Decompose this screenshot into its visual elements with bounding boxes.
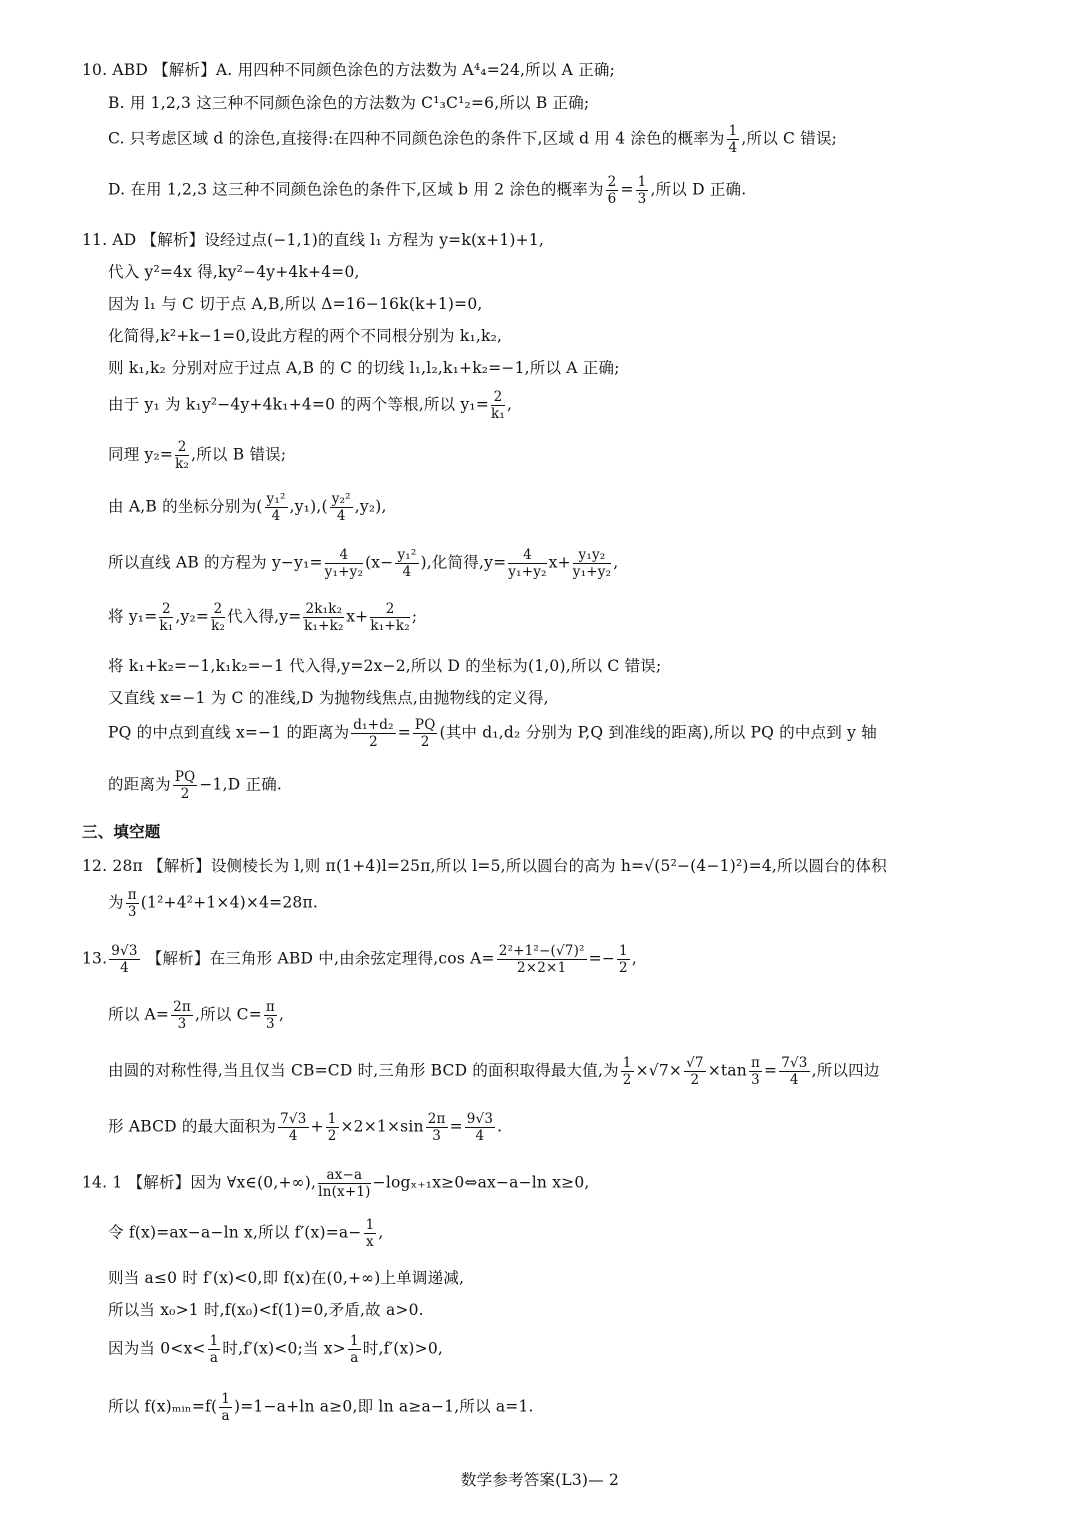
fraction: $\frac{2}{6}$ [607,174,617,208]
q10-text: ,所以 C 错误; [741,129,838,148]
fraction: $\frac{\text{2k₁k₂}}{\text{k₁+k₂}}$ [304,601,344,635]
q12-line-2 [108,888,1080,919]
q11-line-12 [108,686,1080,708]
q11-text: ,y₂), [354,497,387,516]
q11-text: ,y₂= [175,607,210,626]
fraction: $\frac{\pi}{3}$ [750,1055,761,1089]
q14-text: 14. 1 【解析】因为 ∀x∈(0,+∞), [82,1173,317,1192]
fraction: $\frac{1}{a}$ [221,1391,230,1425]
q11-line-10 [108,602,1080,633]
q11-text: 又直线 x=−1 为 C 的准线,D 为抛物线焦点,由抛物线的定义得, [108,689,549,707]
q11-text: PQ 的中点到直线 x=−1 的距离为 [108,723,350,742]
q14-text: 时,f′(x)<0;当 x> [222,1339,346,1358]
q11-text: 代入 y²=4x 得,ky²−4y+4k+4=0, [108,263,360,281]
fraction: $\frac{2}{\text{k₁}}$ [491,389,506,423]
q11-text: ,y₁),( [289,497,328,516]
q11-text: 因为 l₁ 与 C 切于点 A,B,所以 Δ=16−16k(k+1)=0, [108,295,483,313]
fraction: $\frac{ax-a}{\ln(x+1)}$ [318,1167,371,1201]
fraction: $\frac{2\pi}{3}$ [173,999,191,1033]
q11-line-13 [108,718,1080,749]
q10-text: = [620,180,634,199]
fraction: $\frac{1}{a}$ [349,1333,359,1367]
fraction: $\frac{\pi}{3}$ [127,887,137,921]
q13-line-1 [82,944,1080,975]
page-footer: 数学参考答案(L3)— 2 [460,1471,620,1489]
q11-text: , [613,553,619,572]
fraction: $\frac{1}{2}$ [327,1111,337,1145]
q14-line-5 [108,1334,1080,1365]
q11-line-11 [108,654,1080,676]
q11-line-4 [108,324,1080,346]
q13-text: =− [588,949,616,968]
fraction: $\frac{1}{4}$ [728,123,738,157]
q14-text: )=1−a+ln a≥0,即 ln a≥a−1,所以 a=1. [234,1397,534,1416]
fraction: $\frac{\text{2²+1²−(√7)²}}{2\times 2\times 1}$ [498,943,585,977]
q13-text: ,所以 C= [194,1005,262,1024]
q11-text: −1,D 正确. [199,775,283,794]
q14-line-3 [108,1266,1080,1288]
q11-text: ,所以 B 错误; [191,445,287,464]
q11-text: 的距离为 [108,775,171,794]
q14-text: 因为当 0<x< [108,1339,206,1358]
q12-text: 12. 28π 【解析】设侧棱长为 l,则 π(1+4)l=25π,所以 l=5,所以圆台的高为 h=√(5²−(4−1)²)=4,所以圆台的体积 [82,857,887,875]
q10-line-3 [108,124,1080,155]
q11-text: , [507,395,513,414]
q13-text: 所以 A= [108,1005,170,1024]
q11-line-7 [108,440,1080,471]
fraction: $\frac{9√3}{4}$ [466,1111,494,1145]
q14-line-4 [108,1298,1080,1320]
q11-text: (x− [365,553,394,572]
q11-text: 将 k₁+k₂=−1,k₁k₂=−1 代入得,y=2x−2,所以 D 的坐标为(1,0),所以 C 错误; [108,657,662,675]
q12-text: 为 [108,893,124,912]
q11-line-1 [82,228,1080,250]
q11-text: 所以直线 AB 的方程为 y−y₁= [108,553,323,572]
q10-line-2 [108,91,1080,113]
q10-text: ,所以 D 正确. [650,180,747,199]
fraction: $\frac{4}{\text{y₁+y₂}}$ [324,547,364,581]
fraction: $\frac{1}{3}$ [637,174,647,208]
q14-text: 所以当 x₀>1 时,f(x₀)<f(1)=0,矛盾,故 a>0. [108,1301,424,1319]
fraction: $\frac{\text{y₂²}}{4}$ [331,491,351,525]
q11-text: 由 A,B 的坐标分别为( [108,497,263,516]
q14-line-2 [108,1218,1080,1249]
q13-line-2 [108,1000,1080,1031]
q11-text: (其中 d₁,d₂ 分别为 P,Q 到准线的距离),所以 PQ 的中点到 y 轴 [439,723,877,742]
q11-text: 则 k₁,k₂ 分别对应于过点 A,B 的 C 的切线 l₁,l₂,k₁+k₂=−1,所以 A 正确; [108,359,620,377]
fraction: $\frac{PQ}{2}$ [174,769,196,803]
q11-text: x+ [346,607,369,626]
q10-line-1 [82,58,1080,80]
q14-text: −logₓ₊₁x≥0⇔ax−a−ln x≥0, [372,1173,590,1192]
fraction: $\frac{7√3}{4}$ [781,1055,808,1089]
q13-text: . [497,1117,503,1136]
q10-text: 10. ABD 【解析】A. 用四种不同颜色涂色的方法数为 A⁴₄=24,所以 A 正确; [82,61,616,79]
q14-text: 所以 f(x)ₘᵢₙ=f( [108,1397,218,1416]
q13-text: 13. [82,949,108,968]
q11-text: ),化简得,y= [420,553,507,572]
q11-text: 由于 y₁ 为 k₁y²−4y+4k₁+4=0 的两个等根,所以 y₁= [108,395,490,414]
section-heading: 三、填空题 [82,822,161,841]
q13-text: 【解析】在三角形 ABD 中,由余弦定理得,cos A= [141,949,495,968]
q13-text: , [278,1005,285,1024]
q13-line-4 [108,1112,1080,1143]
q11-line-6 [108,390,1080,421]
q11-text: 将 y₁= [108,607,158,626]
q14-text: 时,f′(x)>0, [362,1339,444,1358]
fraction: $\frac{PQ}{2}$ [414,717,436,751]
q14-line-1 [82,1168,1080,1199]
fraction: $\frac{1}{2}$ [622,1055,632,1089]
q13-text: ×√7× [635,1061,683,1080]
q14-text: 则当 a≤0 时 f′(x)<0,即 f(x)在(0,+∞)上单调递减, [108,1269,465,1287]
fraction: $\frac{2\pi}{3}$ [427,1111,446,1145]
fraction: $\frac{2}{\text{k₁}}$ [159,601,174,635]
q13-text: = [764,1061,778,1080]
q11-line-14 [108,770,1080,801]
q14-line-6 [108,1392,1080,1423]
fraction: $\frac{\text{y₁²}}{4}$ [397,547,417,581]
q14-text: , [378,1223,384,1242]
q11-text: ; [411,607,418,626]
q10-text: C. 只考虑区域 d 的涂色,直接得:在四种不同颜色涂色的条件下,区域 d 用 4 涂色的概率为 [108,129,725,148]
fraction: $\frac{1}{2}$ [619,943,628,977]
q10-text: D. 在用 1,2,3 这三种不同颜色涂色的条件下,区域 b 用 2 涂色的概率为 [108,180,604,199]
fraction: $\frac{7√3}{4}$ [280,1111,307,1145]
q13-text: 形 ABCD 的最大面积为 [108,1117,277,1136]
q11-text: 代入得,y= [227,607,302,626]
q13-text: + [310,1117,324,1136]
fraction: $\frac{\text{d₁+d₂}}{2}$ [353,717,394,751]
q11-line-9 [108,548,1080,579]
q11-text: x+ [548,553,571,572]
fraction: $\frac{9√3}{4}$ [111,943,138,977]
fraction: $\frac{\text{y₁y₂}}{\text{y₁+y₂}}$ [572,547,612,581]
fraction: $\frac{1}{x}$ [365,1217,375,1251]
q11-text: 11. AD 【解析】设经过点(−1,1)的直线 l₁ 方程为 y=k(x+1)+1, [82,231,545,249]
q11-text: 同理 y₂= [108,445,174,464]
q10-text: B. 用 1,2,3 这三种不同颜色涂色的方法数为 C¹₃C¹₂=6,所以 B 正确; [108,94,590,112]
fraction: $\frac{\pi}{3}$ [265,999,275,1033]
fraction: $\frac{1}{a}$ [209,1333,219,1367]
q12-line-1 [82,854,1080,876]
q13-text: ×tan [707,1061,747,1080]
q11-text: 化简得,k²+k−1=0,设此方程的两个不同根分别为 k₁,k₂, [108,327,503,345]
fraction: $\frac{2}{\text{k₂}}$ [211,601,226,635]
q13-text: = [449,1117,463,1136]
q11-line-3 [108,292,1080,314]
q11-text: = [397,723,411,742]
q11-line-8 [108,492,1080,523]
q11-line-5 [108,356,1080,378]
fraction: $\frac{\text{y₁²}}{4}$ [266,491,286,525]
q13-text: 由圆的对称性得,当且仅当 CB=CD 时,三角形 BCD 的面积取得最大值,为 [108,1061,619,1080]
q14-text: 令 f(x)=ax−a−ln x,所以 f′(x)=a− [108,1223,362,1242]
q10-line-4 [108,175,1080,206]
q12-text: (1²+4²+1×4)×4=28π. [140,893,318,912]
fraction: $\frac{2}{\text{k₂}}$ [175,439,190,473]
q11-line-2 [108,260,1080,282]
fraction: $\frac{2}{\text{k₁+k₂}}$ [370,601,410,635]
fraction: $\frac{√7}{2}$ [686,1055,704,1089]
q13-text: ×2×1×sin [340,1117,424,1136]
q13-text: ,所以四边 [811,1061,880,1080]
q13-line-3 [108,1056,1080,1087]
fraction: $\frac{4}{\text{y₁+y₂}}$ [508,547,547,581]
q13-text: , [631,949,637,968]
